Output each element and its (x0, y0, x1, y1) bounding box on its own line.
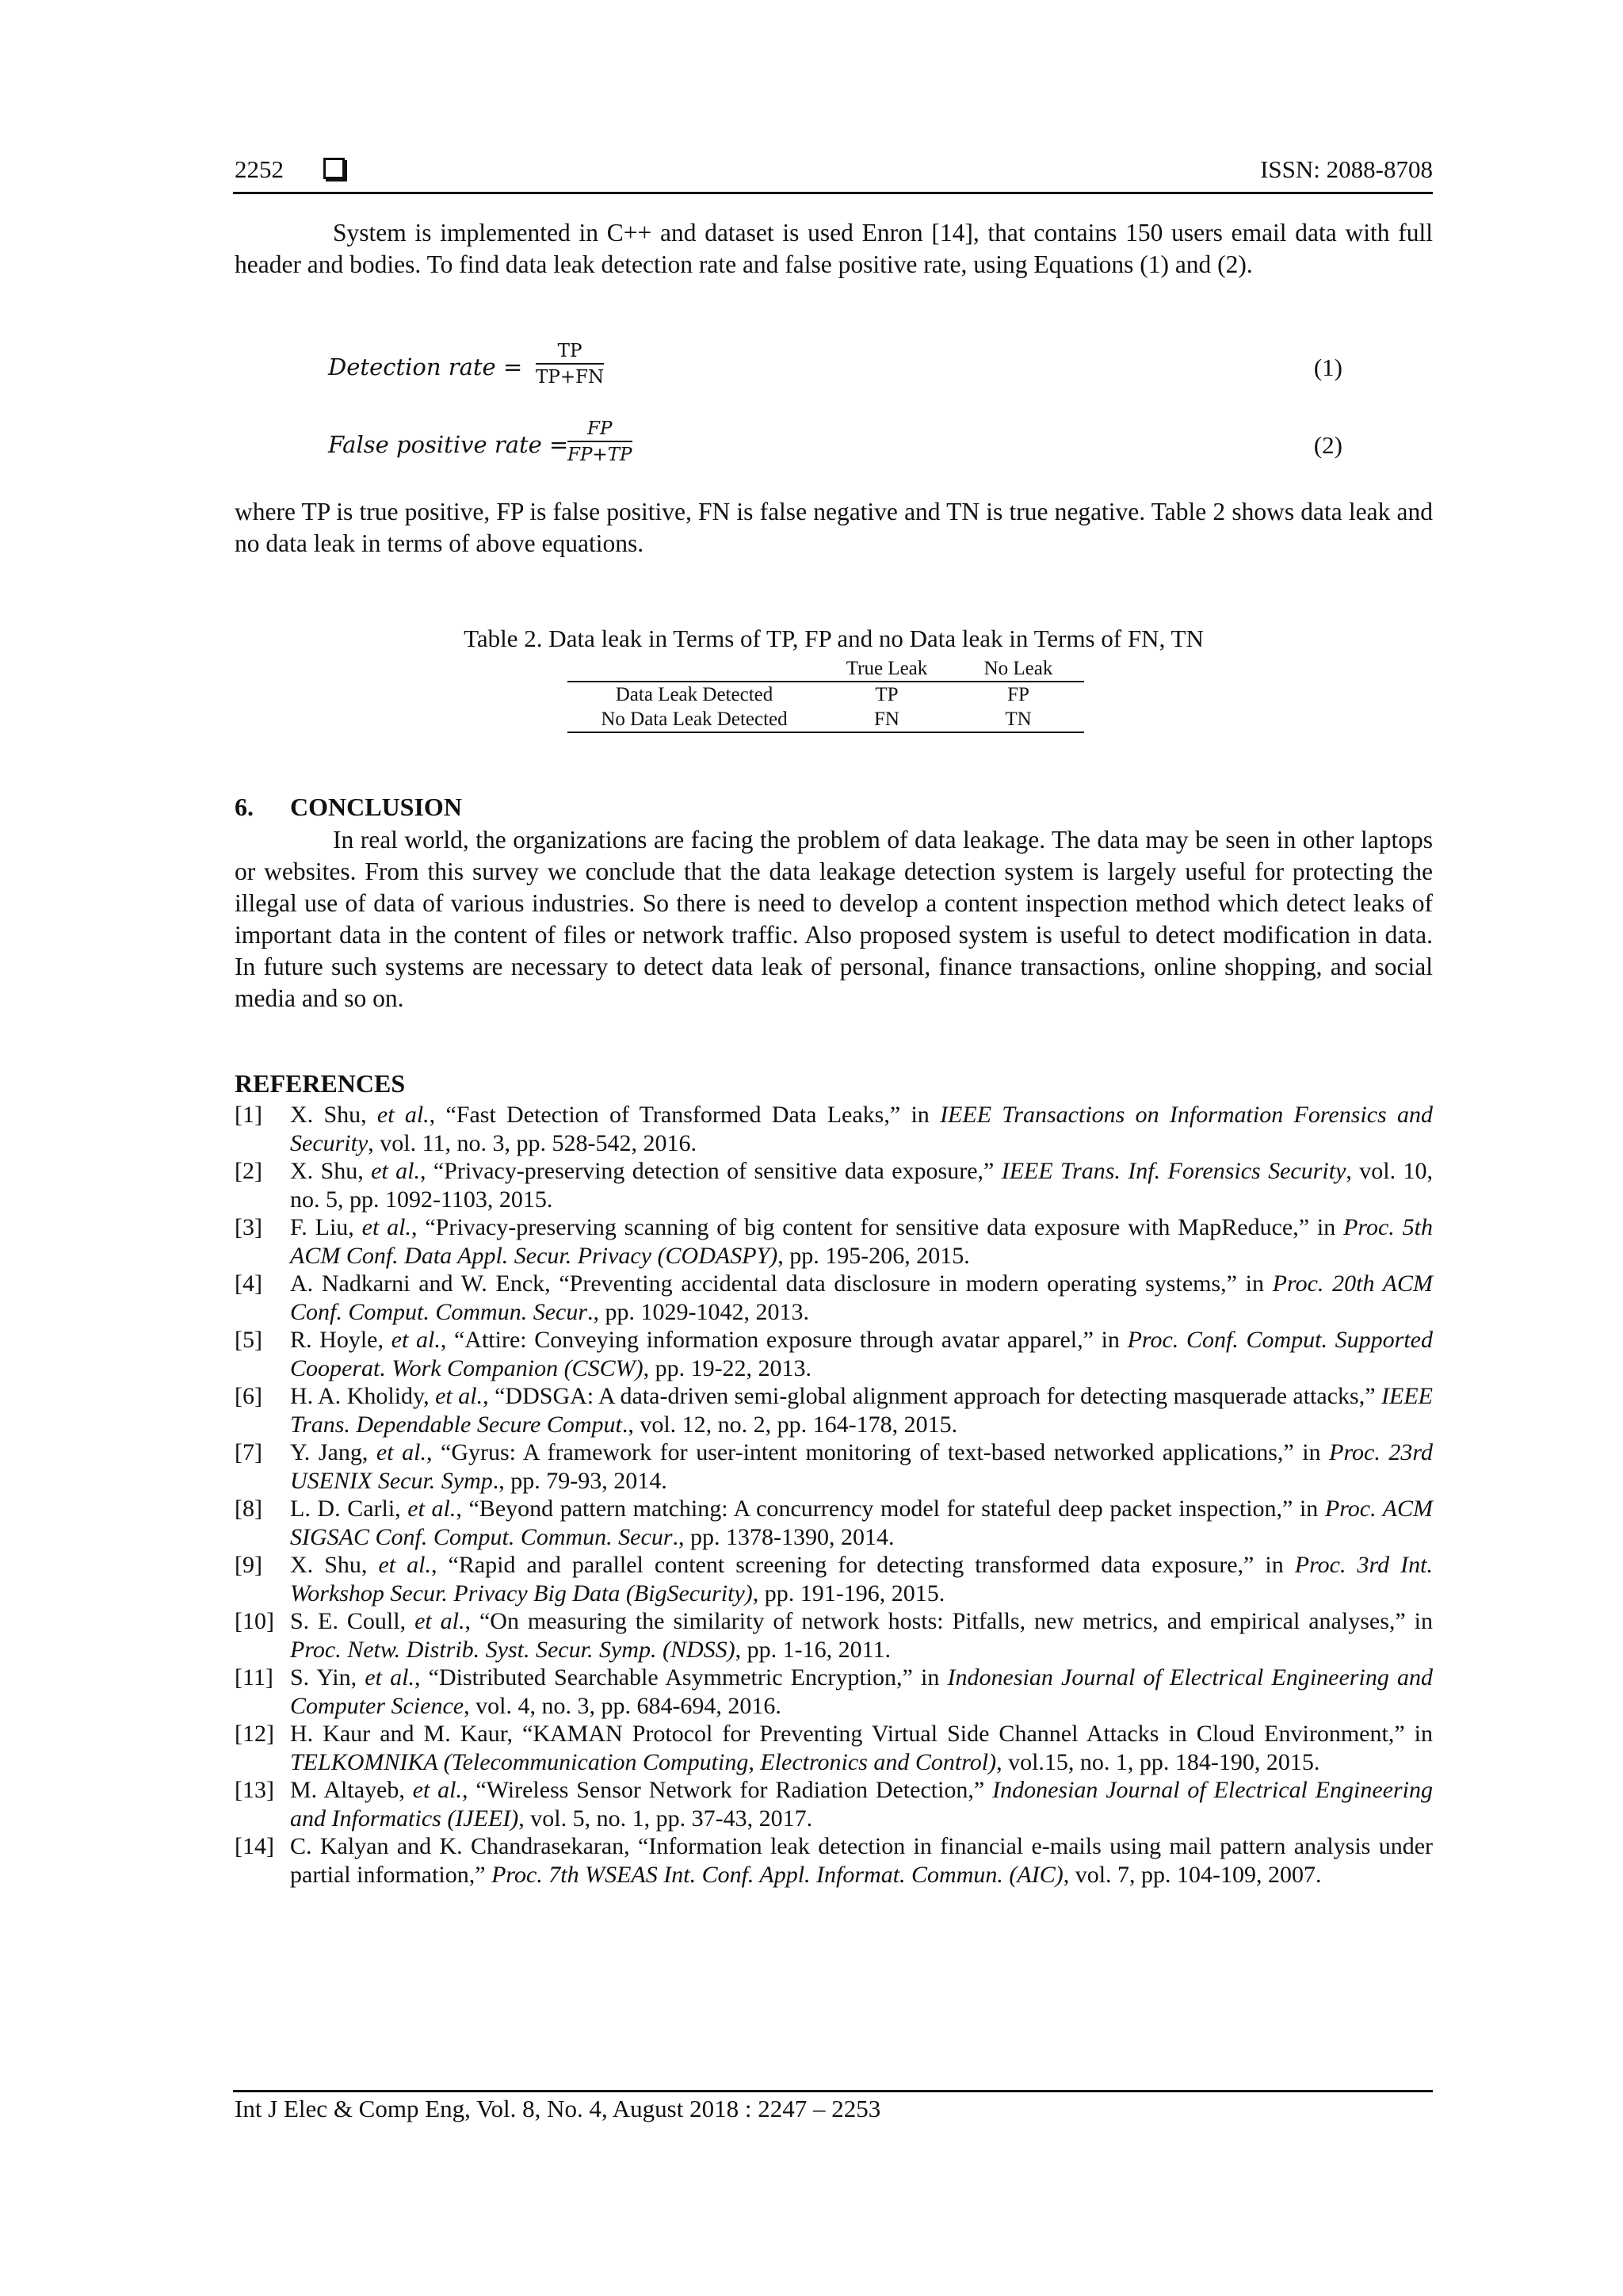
equation-2-number: (2) (1313, 431, 1342, 459)
reference-text: A. Nadkarni and W. Enck, “Preventing accidental data disclosure in modern operating systems,” in Proc. 20th ACM Conf. Comput. Commun. Secur., pp. 1029-1042, 2013. (290, 1270, 1433, 1325)
reference-text: X. Shu, et al., “Fast Detection of Transformed Data Leaks,” in IEEE Transactions on Information Forensics and Security, vol. 11, no. 3, pp. 528-542, 2016. (290, 1102, 1433, 1156)
reference-text: Y. Jang, et al., “Gyrus: A framework for user-intent monitoring of text-based networked applications,” in Proc. 23rd USENIX Secur. Symp., pp. 79-93, 2014. (290, 1439, 1433, 1494)
conclusion-text: In real world, the organizations are facing the problem of data leakage. The data may be seen in other laptops or websites. From this survey we conclude that the data leakage detection system is largely useful for protecting the illegal use of data of various industries. So there is need to develop a content inspection method which detect leaks of important data in the content of files or network traffic. Also proposed system is useful to detect modification in data. In future such systems are necessary to detect data leak of personal, finance transactions, online shopping, and social media and so on. (235, 826, 1433, 1012)
reference-item (235, 1270, 1433, 1326)
reference-text: S. Yin, et al., “Distributed Searchable Asymmetric Encryption,” in Indonesian Journal of Electrical Engineering and Computer Science, vol. 4, no. 3, pp. 684-694, 2016. (290, 1664, 1433, 1719)
reference-number: [14] (235, 1833, 274, 1859)
reference-item (235, 1101, 1433, 1157)
reference-text: H. A. Kholidy, et al., “DDSGA: A data-driven semi-global alignment approach for detecting masquerade attacks,” IEEE Trans. Dependable Secure Comput., vol. 12, no. 2, pp. 164-178, 2015. (290, 1383, 1433, 1438)
equation-1-numerator: TP (536, 339, 604, 365)
section-title: CONCLUSION (290, 793, 462, 821)
reference-item (235, 1551, 1433, 1607)
footer-rule (233, 2090, 1433, 2092)
reference-number: [2] (235, 1158, 262, 1184)
reference-item (235, 1382, 1433, 1438)
table-2 (567, 656, 1084, 733)
reference-number: [11] (235, 1664, 273, 1690)
reference-item (235, 1157, 1433, 1213)
table-header-cell: True Leak (846, 658, 928, 679)
equation-2-fraction (567, 417, 632, 468)
reference-text: S. E. Coull, et al., “On measuring the similarity of network hosts: Pitfalls, new metrics, and empirical analyses,” in Proc. Netw. Distrib. Syst. Secur. Symp. (NDSS), pp. 1-16, 2011. (290, 1608, 1433, 1663)
equations-explanation-paragraph: where TP is true positive, FP is false positive, FN is false negative and TN is true negative. Table 2 shows data leak and no data leak in terms of above equations. (235, 498, 1433, 557)
page-number: 2252 (235, 155, 284, 183)
equation-1 (328, 339, 1342, 403)
table-row (567, 707, 1084, 732)
reference-text: H. Kaur and M. Kaur, “KAMAN Protocol for Preventing Virtual Side Channel Attacks in Cloud Environment,” in TELKOMNIKA (Telecommunication Computing, Electronics and Control), vol.15, no. 1, pp. 184-190, 2015. (290, 1721, 1433, 1775)
reference-number: [13] (235, 1777, 274, 1803)
table-cell: FP (1007, 684, 1029, 705)
reference-number: [1] (235, 1102, 262, 1128)
intro-paragraph (235, 217, 1433, 281)
reference-text: X. Shu, et al., “Rapid and parallel content screening for detecting transformed data exposure,” in Proc. 3rd Int. Workshop Secur. Privacy Big Data (BigSecurity), pp. 191-196, 2015. (290, 1552, 1433, 1606)
table-cell: No Data Leak Detected (601, 709, 788, 730)
reference-item (235, 1607, 1433, 1664)
table-cell: Data Leak Detected (615, 684, 773, 705)
equation-1-number: (1) (1313, 353, 1342, 381)
reference-item (235, 1776, 1433, 1832)
section-number: 6. (235, 793, 254, 821)
equation-2-lhs: False positive rate = (328, 431, 569, 458)
reference-number: [9] (235, 1552, 262, 1578)
table-header-cell (567, 656, 821, 682)
reference-list (235, 1101, 1433, 1889)
reference-item (235, 1438, 1433, 1495)
header-rule (233, 192, 1433, 194)
equation-1-lhs: Detection rate = (328, 353, 523, 380)
footer-citation: Int J Elec & Comp Eng, Vol. 8, No. 4, August 2018 : 2247 – 2253 (235, 2095, 881, 2122)
table-2-caption: Table 2. Data leak in Terms of TP, FP and no Data leak in Terms of FN, TN (464, 625, 1204, 652)
reference-item (235, 1213, 1433, 1270)
reference-text: F. Liu, et al., “Privacy-preserving scanning of big content for sensitive data exposure with MapReduce,” in Proc. 5th ACM Conf. Data Appl. Secur. Privacy (CODASPY), pp. 195-206, 2015. (290, 1214, 1433, 1269)
table-row (567, 682, 1084, 707)
reference-item (235, 1326, 1433, 1382)
references-heading: REFERENCES (235, 1069, 406, 1098)
equation-1-fraction (536, 339, 604, 390)
reference-text: L. D. Carli, et al., “Beyond pattern matching: A concurrency model for stateful deep packet inspection,” in Proc. ACM SIGSAC Conf. Comput. Commun. Secur., pp. 1378-1390, 2014. (290, 1496, 1433, 1550)
reference-item (235, 1495, 1433, 1551)
table-cell: FN (874, 709, 899, 730)
reference-number: [12] (235, 1721, 274, 1747)
reference-number: [10] (235, 1608, 274, 1634)
reference-item (235, 1720, 1433, 1776)
reference-item (235, 1832, 1433, 1889)
reference-number: [8] (235, 1496, 262, 1522)
table-cell: TN (1005, 709, 1032, 730)
reference-item (235, 1664, 1433, 1720)
reference-number: [7] (235, 1439, 262, 1465)
equation-2-denominator: FP+TP (567, 445, 632, 465)
issn-label: ISSN: 2088-8708 (1260, 155, 1433, 183)
reference-number: [3] (235, 1214, 262, 1240)
equation-2 (328, 417, 1342, 480)
page-header (235, 155, 1433, 187)
reference-number: [6] (235, 1383, 262, 1409)
reference-number: [4] (235, 1270, 262, 1297)
intro-paragraph-text: System is implemented in C++ and dataset is used Enron [14], that contains 150 users email data with full header and bodies. To find data leak detection rate and false positive rate, using Equations (1) and (2). (235, 219, 1433, 278)
checkbox-square-icon (323, 158, 345, 179)
table-header-cell: No Leak (983, 658, 1053, 679)
equation-1-denominator: TP+FN (536, 367, 605, 388)
conclusion-paragraph (235, 824, 1433, 1014)
reference-text: C. Kalyan and K. Chandrasekaran, “Information leak detection in financial e-mails using mail pattern analysis under partial information,” Proc. 7th WSEAS Int. Conf. Appl. Informat. Commun. (AIC), vol. 7, pp. 104-109, 2007. (290, 1833, 1433, 1888)
table-cell: TP (875, 684, 899, 705)
conclusion-heading (235, 793, 462, 822)
reference-text: R. Hoyle, et al., “Attire: Conveying information exposure through avatar apparel,” in Proc. Conf. Comput. Supported Cooperat. Work Companion (CSCW), pp. 19-22, 2013. (290, 1327, 1433, 1381)
equation-2-numerator: FP (567, 417, 632, 442)
reference-text: M. Altayeb, et al., “Wireless Sensor Network for Radiation Detection,” Indonesian Journal of Electrical Engineering and Informatics (IJEEI), vol. 5, no. 1, pp. 37-43, 2017. (290, 1777, 1433, 1832)
reference-text: X. Shu, et al., “Privacy-preserving detection of sensitive data exposure,” IEEE Trans. Inf. Forensics Security, vol. 10, no. 5, pp. 1092-1103, 2015. (290, 1158, 1433, 1213)
table-header-row (567, 656, 1084, 682)
reference-number: [5] (235, 1327, 262, 1353)
